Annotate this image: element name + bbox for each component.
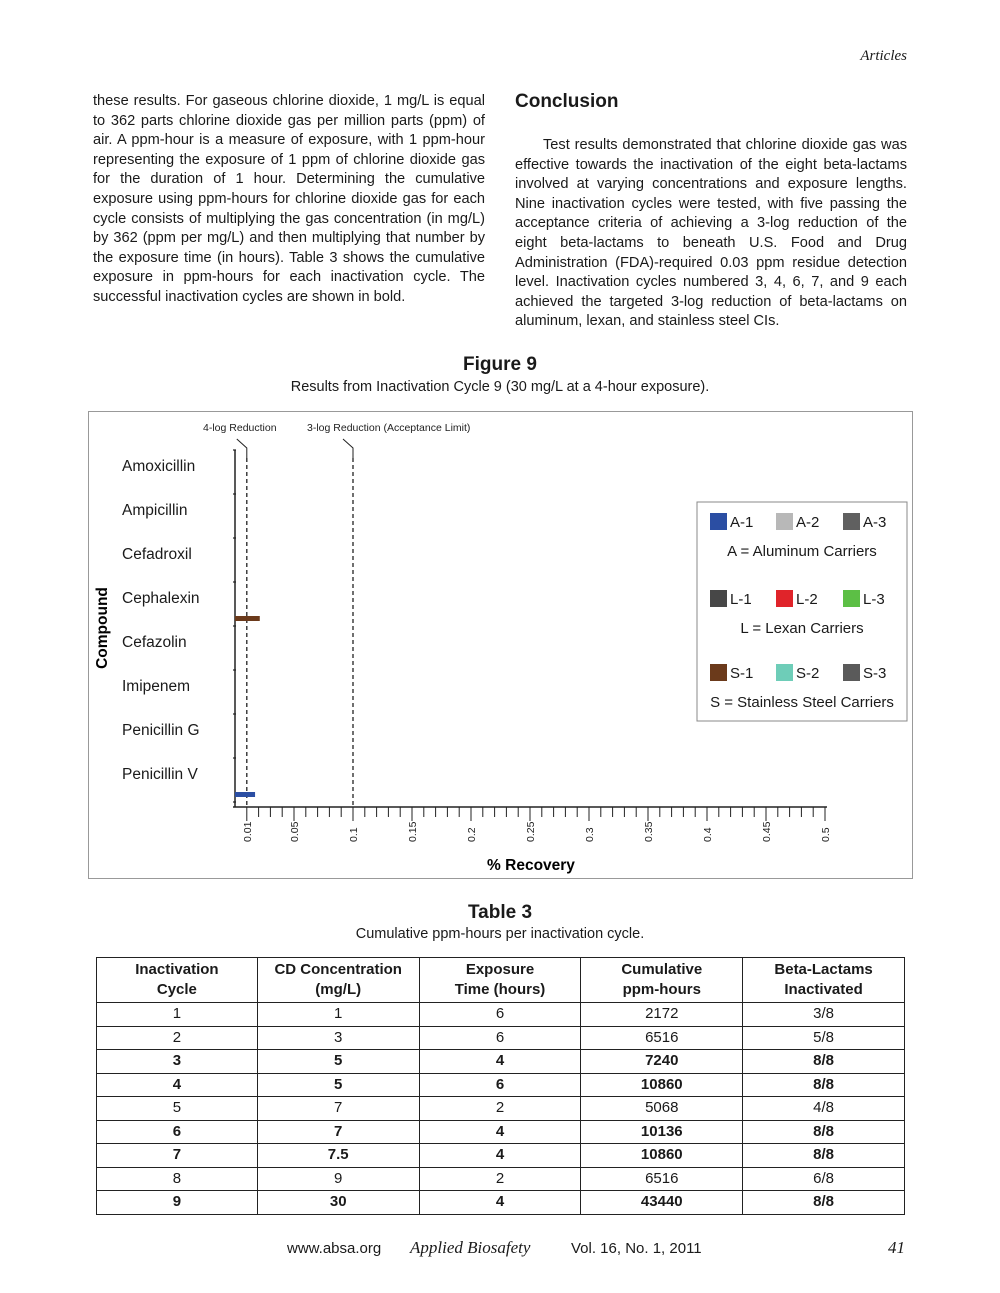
bar-A-1 bbox=[235, 792, 255, 797]
table-cell: 3 bbox=[257, 1026, 419, 1050]
table-cell: 5 bbox=[257, 1073, 419, 1097]
table-cell: 5068 bbox=[581, 1097, 743, 1121]
table-cell: 6516 bbox=[581, 1167, 743, 1191]
footer-page-number: 41 bbox=[888, 1238, 905, 1257]
table-cell: 9 bbox=[97, 1191, 258, 1215]
header-inactivation-cycle: Inactivation Cycle bbox=[97, 958, 258, 1003]
header-cumulative-ppm-hours: Cumulative ppm-hours bbox=[581, 958, 743, 1003]
table-cell: 4 bbox=[97, 1073, 258, 1097]
conclusion-heading: Conclusion bbox=[515, 91, 619, 112]
footer-site: www.absa.org bbox=[287, 1240, 382, 1257]
table-cell: 4 bbox=[419, 1144, 581, 1168]
table-cell: 10860 bbox=[581, 1073, 743, 1097]
table-cell: 6 bbox=[419, 1026, 581, 1050]
section-label: Articles bbox=[860, 48, 907, 64]
x-tick-label: 0.35 bbox=[643, 821, 655, 842]
legend-key: L-1 bbox=[730, 591, 752, 608]
table-cell: 4 bbox=[419, 1120, 581, 1144]
reference-label: 3-log Reduction (Acceptance Limit) bbox=[307, 422, 471, 434]
table-cell: 2 bbox=[419, 1097, 581, 1121]
table-cell: 5 bbox=[97, 1097, 258, 1121]
footer-journal: Applied Biosafety bbox=[410, 1238, 531, 1257]
table-cell: 3 bbox=[97, 1050, 258, 1074]
x-tick-label: 0.15 bbox=[407, 821, 419, 842]
legend-group-label: A = Aluminum Carriers bbox=[727, 543, 877, 560]
legend-key: L-2 bbox=[796, 591, 818, 608]
legend-key: A-2 bbox=[796, 514, 820, 531]
x-tick-label: 0.25 bbox=[525, 821, 537, 842]
conclusion-paragraph: Test results demonstrated that chlorine dioxide gas was effective towards the inactivation of the eight beta-lactams involved at varying concentrations and exposure lengths. Nine inactivation cycles were tested, with five passing the acceptance criteria of achieving a 3-log reduction of the eight beta-lactams to beneath U.S. Food and Drug Administration (FDA)-required 0.03 ppm residue detection level. Inactivation cycles numbered 3, 4, 6, 7, and 9 each achieved the targeted 3-log reduction of beta-lactams on aluminum, lexan, and stainless steel CIs. bbox=[515, 137, 907, 330]
header-exposure-time: Exposure Time (hours) bbox=[419, 958, 581, 1003]
table-cell: 9 bbox=[257, 1167, 419, 1191]
category-label: Cefadroxil bbox=[122, 546, 192, 563]
legend-key: S-2 bbox=[796, 665, 820, 682]
table-cell: 7 bbox=[257, 1120, 419, 1144]
table-caption: Cumulative ppm-hours per inactivation cycle. bbox=[355, 926, 645, 942]
reference-pointer bbox=[343, 439, 353, 458]
table-row bbox=[97, 1167, 905, 1191]
figure-frame bbox=[88, 411, 913, 879]
table-cell: 2 bbox=[419, 1167, 581, 1191]
table-cell: 3/8 bbox=[743, 1003, 905, 1027]
table-cell: 4 bbox=[419, 1191, 581, 1215]
category-label: Penicillin V bbox=[122, 766, 198, 783]
category-label: Amoxicillin bbox=[122, 458, 196, 475]
table-cell: 43440 bbox=[581, 1191, 743, 1215]
legend-key: S-3 bbox=[863, 665, 887, 682]
legend-box bbox=[697, 502, 907, 721]
category-label: Imipenem bbox=[122, 678, 191, 695]
category-label: Cephalexin bbox=[122, 590, 200, 607]
table-row bbox=[97, 1050, 905, 1074]
table-cell: 8 bbox=[97, 1167, 258, 1191]
legend-swatch-A-1 bbox=[710, 513, 727, 530]
table-row bbox=[97, 1026, 905, 1050]
reference-pointer bbox=[237, 439, 247, 458]
table-cell: 6 bbox=[419, 1003, 581, 1027]
recovery-chart bbox=[89, 412, 912, 878]
table-cell: 8/8 bbox=[743, 1144, 905, 1168]
table-row bbox=[97, 1191, 905, 1215]
reference-label: 4-log Reduction bbox=[203, 422, 277, 434]
bar-S-1 bbox=[235, 616, 260, 621]
category-label: Ampicillin bbox=[122, 502, 188, 519]
figure-title: Figure 9 bbox=[463, 354, 537, 375]
legend-key: L-3 bbox=[863, 591, 885, 608]
category-label: Cefazolin bbox=[122, 634, 187, 651]
x-tick-label: 0.4 bbox=[702, 827, 714, 842]
legend-group-label: S = Stainless Steel Carriers bbox=[710, 694, 894, 711]
table-cell: 1 bbox=[257, 1003, 419, 1027]
table-cell: 8/8 bbox=[743, 1120, 905, 1144]
table-cell: 7240 bbox=[581, 1050, 743, 1074]
figure-caption: Results from Inactivation Cycle 9 (30 mg/L at a 4-hour exposure). bbox=[290, 379, 710, 395]
legend-swatch-L-2 bbox=[776, 590, 793, 607]
table-row bbox=[97, 1073, 905, 1097]
table-cell: 8/8 bbox=[743, 1073, 905, 1097]
y-axis-title: Compound bbox=[94, 587, 111, 669]
table-cell: 7 bbox=[257, 1097, 419, 1121]
table-cell: 2 bbox=[97, 1026, 258, 1050]
x-tick-label: 0.01 bbox=[241, 821, 254, 842]
legend-swatch-L-3 bbox=[843, 590, 860, 607]
table-cell: 6/8 bbox=[743, 1167, 905, 1191]
table-cell: 7 bbox=[97, 1144, 258, 1168]
table-cell: 6 bbox=[419, 1073, 581, 1097]
x-axis-title: % Recovery bbox=[487, 857, 575, 874]
x-tick-label: 0.5 bbox=[820, 827, 832, 842]
table-cell: 6 bbox=[97, 1120, 258, 1144]
table-row bbox=[97, 1120, 905, 1144]
table-row bbox=[97, 1097, 905, 1121]
legend-swatch-S-1 bbox=[710, 664, 727, 681]
table-cell: 8/8 bbox=[743, 1050, 905, 1074]
header-beta-lactams-inactivated: Beta-Lactams Inactivated bbox=[743, 958, 905, 1003]
table-cell: 8/8 bbox=[743, 1191, 905, 1215]
table-cell: 30 bbox=[257, 1191, 419, 1215]
cumulative-exposure-table bbox=[96, 957, 905, 1215]
x-tick-label: 0.05 bbox=[289, 821, 301, 842]
category-label: Penicillin G bbox=[122, 722, 200, 739]
legend-swatch-S-3 bbox=[843, 664, 860, 681]
body-paragraph-left: these results. For gaseous chlorine dioxide, 1 mg/L is equal to 362 parts chlorine dioxide gas per million parts (ppm) of air. A ppm-hour is a measure of exposure, with 1 ppm-hour representing the exposure of 1 ppm of chlorine dioxide gas for the duration of 1 hour. Determining the cumulative exposure using ppm-hours for chlorine dioxide gas for each cycle consists of multiplying the gas concentration (in mg/L) by 362 (ppm per mg/L) and then multiplying that number by the exposure time (in hours). Table 3 shows the cumulative exposure in ppm-hours for each inactivation cycle. The successful inactivation cycles are shown in bold. bbox=[93, 93, 485, 305]
table-cell: 5 bbox=[257, 1050, 419, 1074]
table-header-row bbox=[97, 958, 905, 1003]
x-tick-label: 0.1 bbox=[348, 827, 360, 842]
table-cell: 2172 bbox=[581, 1003, 743, 1027]
table-cell: 4/8 bbox=[743, 1097, 905, 1121]
footer-volume: Vol. 16, No. 1, 2011 bbox=[571, 1240, 702, 1257]
header-cd-concentration: CD Concentration (mg/L) bbox=[257, 958, 419, 1003]
legend-swatch-S-2 bbox=[776, 664, 793, 681]
table-cell: 10136 bbox=[581, 1120, 743, 1144]
x-tick-label: 0.2 bbox=[466, 827, 478, 842]
legend-group-label: L = Lexan Carriers bbox=[740, 620, 864, 637]
legend-key: A-1 bbox=[730, 514, 754, 531]
legend-swatch-A-2 bbox=[776, 513, 793, 530]
table-cell: 1 bbox=[97, 1003, 258, 1027]
x-tick-label: 0.45 bbox=[761, 821, 773, 842]
table-cell: 7.5 bbox=[257, 1144, 419, 1168]
x-tick-label: 0.3 bbox=[584, 827, 596, 842]
table-title: Table 3 bbox=[467, 902, 533, 923]
table-cell: 5/8 bbox=[743, 1026, 905, 1050]
legend-swatch-L-1 bbox=[710, 590, 727, 607]
legend-key: A-3 bbox=[863, 514, 887, 531]
table-cell: 10860 bbox=[581, 1144, 743, 1168]
legend-key: S-1 bbox=[730, 665, 754, 682]
table-cell: 4 bbox=[419, 1050, 581, 1074]
legend-swatch-A-3 bbox=[843, 513, 860, 530]
table-row bbox=[97, 1003, 905, 1027]
table-row bbox=[97, 1144, 905, 1168]
table-cell: 6516 bbox=[581, 1026, 743, 1050]
